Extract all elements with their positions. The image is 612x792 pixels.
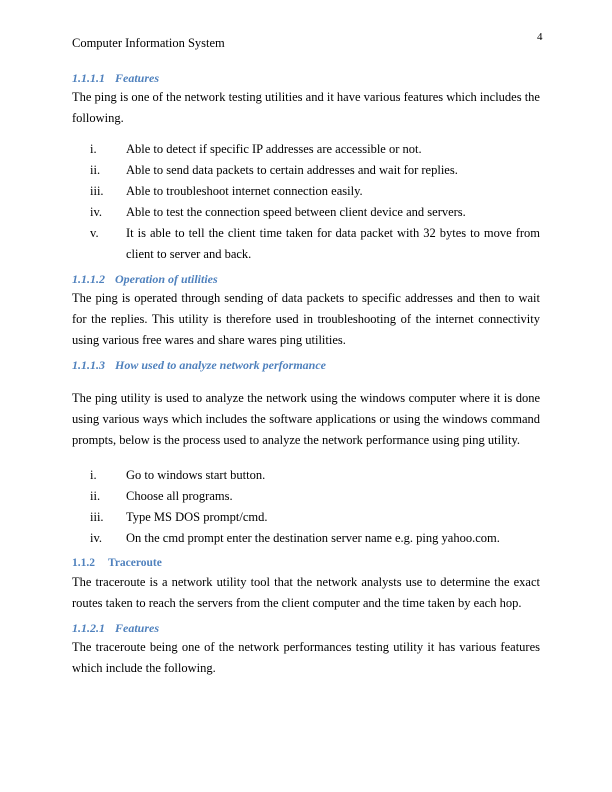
section-heading-analyze <box>72 357 540 374</box>
list-marker: iv. <box>90 531 103 545</box>
list-item <box>72 528 540 549</box>
page-number: 4 <box>537 31 543 43</box>
list-marker: i. <box>90 142 97 156</box>
section-title: Operation of utilities <box>115 272 218 286</box>
list-marker: iii. <box>90 510 104 524</box>
list-item-text: Able to troubleshoot internet connection easily. <box>126 184 363 198</box>
running-header: Computer Information System <box>72 36 225 50</box>
paragraph: The ping utility is used to analyze the network using the windows computer where it is done using various ways which includes the software applications or using the windows command prompts, below is the process used to analyze the network performance using ping utility. <box>72 391 540 447</box>
section-heading-features <box>72 70 540 87</box>
list-item <box>72 202 540 223</box>
ping-steps-list <box>72 465 540 549</box>
paragraph: The traceroute being one of the network performances testing utility it has various features which include the following. <box>72 640 540 675</box>
section-heading-traceroute <box>72 555 540 572</box>
list-item-text: Type MS DOS prompt/cmd. <box>126 510 268 524</box>
list-item <box>72 223 540 265</box>
section-heading-traceroute-features <box>72 620 540 637</box>
section-title: Features <box>115 71 160 85</box>
list-item <box>72 507 540 528</box>
list-marker: v. <box>90 226 99 240</box>
list-item-text: It is able to tell the client time taken for data packet with 32 bytes to move from client to server and back. <box>126 226 540 261</box>
paragraph: The traceroute is a network utility tool that the network analysts use to determine the exact routes taken to reach the servers from the client computer and the time taken by each hop. <box>72 575 540 610</box>
list-item <box>72 465 540 486</box>
paragraph: The ping is operated through sending of data packets to specific addresses and then to wait for the replies. This utility is therefore used in troubleshooting of the internet connectivity using various free wares and share wares ping utilities. <box>72 291 540 347</box>
document-body <box>72 70 540 679</box>
section-title: Features <box>115 621 160 635</box>
section-title: Traceroute <box>108 557 162 569</box>
paragraph: The ping is one of the network testing utilities and it have various features which includes the following. <box>72 90 540 125</box>
list-marker: ii. <box>90 163 101 177</box>
list-item <box>72 139 540 160</box>
section-heading-operation <box>72 271 540 288</box>
ping-features-list <box>72 139 540 265</box>
section-number: 1.1.1.2 <box>72 272 105 286</box>
list-marker: iv. <box>90 205 103 219</box>
list-item-text: On the cmd prompt enter the destination server name e.g. ping yahoo.com. <box>126 531 500 545</box>
list-marker: ii. <box>90 489 101 503</box>
list-marker: i. <box>90 468 97 482</box>
list-item-text: Able to detect if specific IP addresses are accessible or not. <box>126 142 422 156</box>
section-number: 1.1.1.3 <box>72 358 105 372</box>
list-item-text: Choose all programs. <box>126 489 233 503</box>
section-number: 1.1.2.1 <box>72 621 105 635</box>
list-marker: iii. <box>90 184 104 198</box>
list-item <box>72 181 540 202</box>
list-item-text: Able to send data packets to certain addresses and wait for replies. <box>126 163 458 177</box>
list-item-text: Go to windows start button. <box>126 468 266 482</box>
section-title: How used to analyze network performance <box>115 358 327 372</box>
list-item <box>72 486 540 507</box>
list-item-text: Able to test the connection speed between client device and servers. <box>126 205 466 219</box>
section-number: 1.1.2 <box>72 557 95 569</box>
section-number: 1.1.1.1 <box>72 71 105 85</box>
list-item <box>72 160 540 181</box>
